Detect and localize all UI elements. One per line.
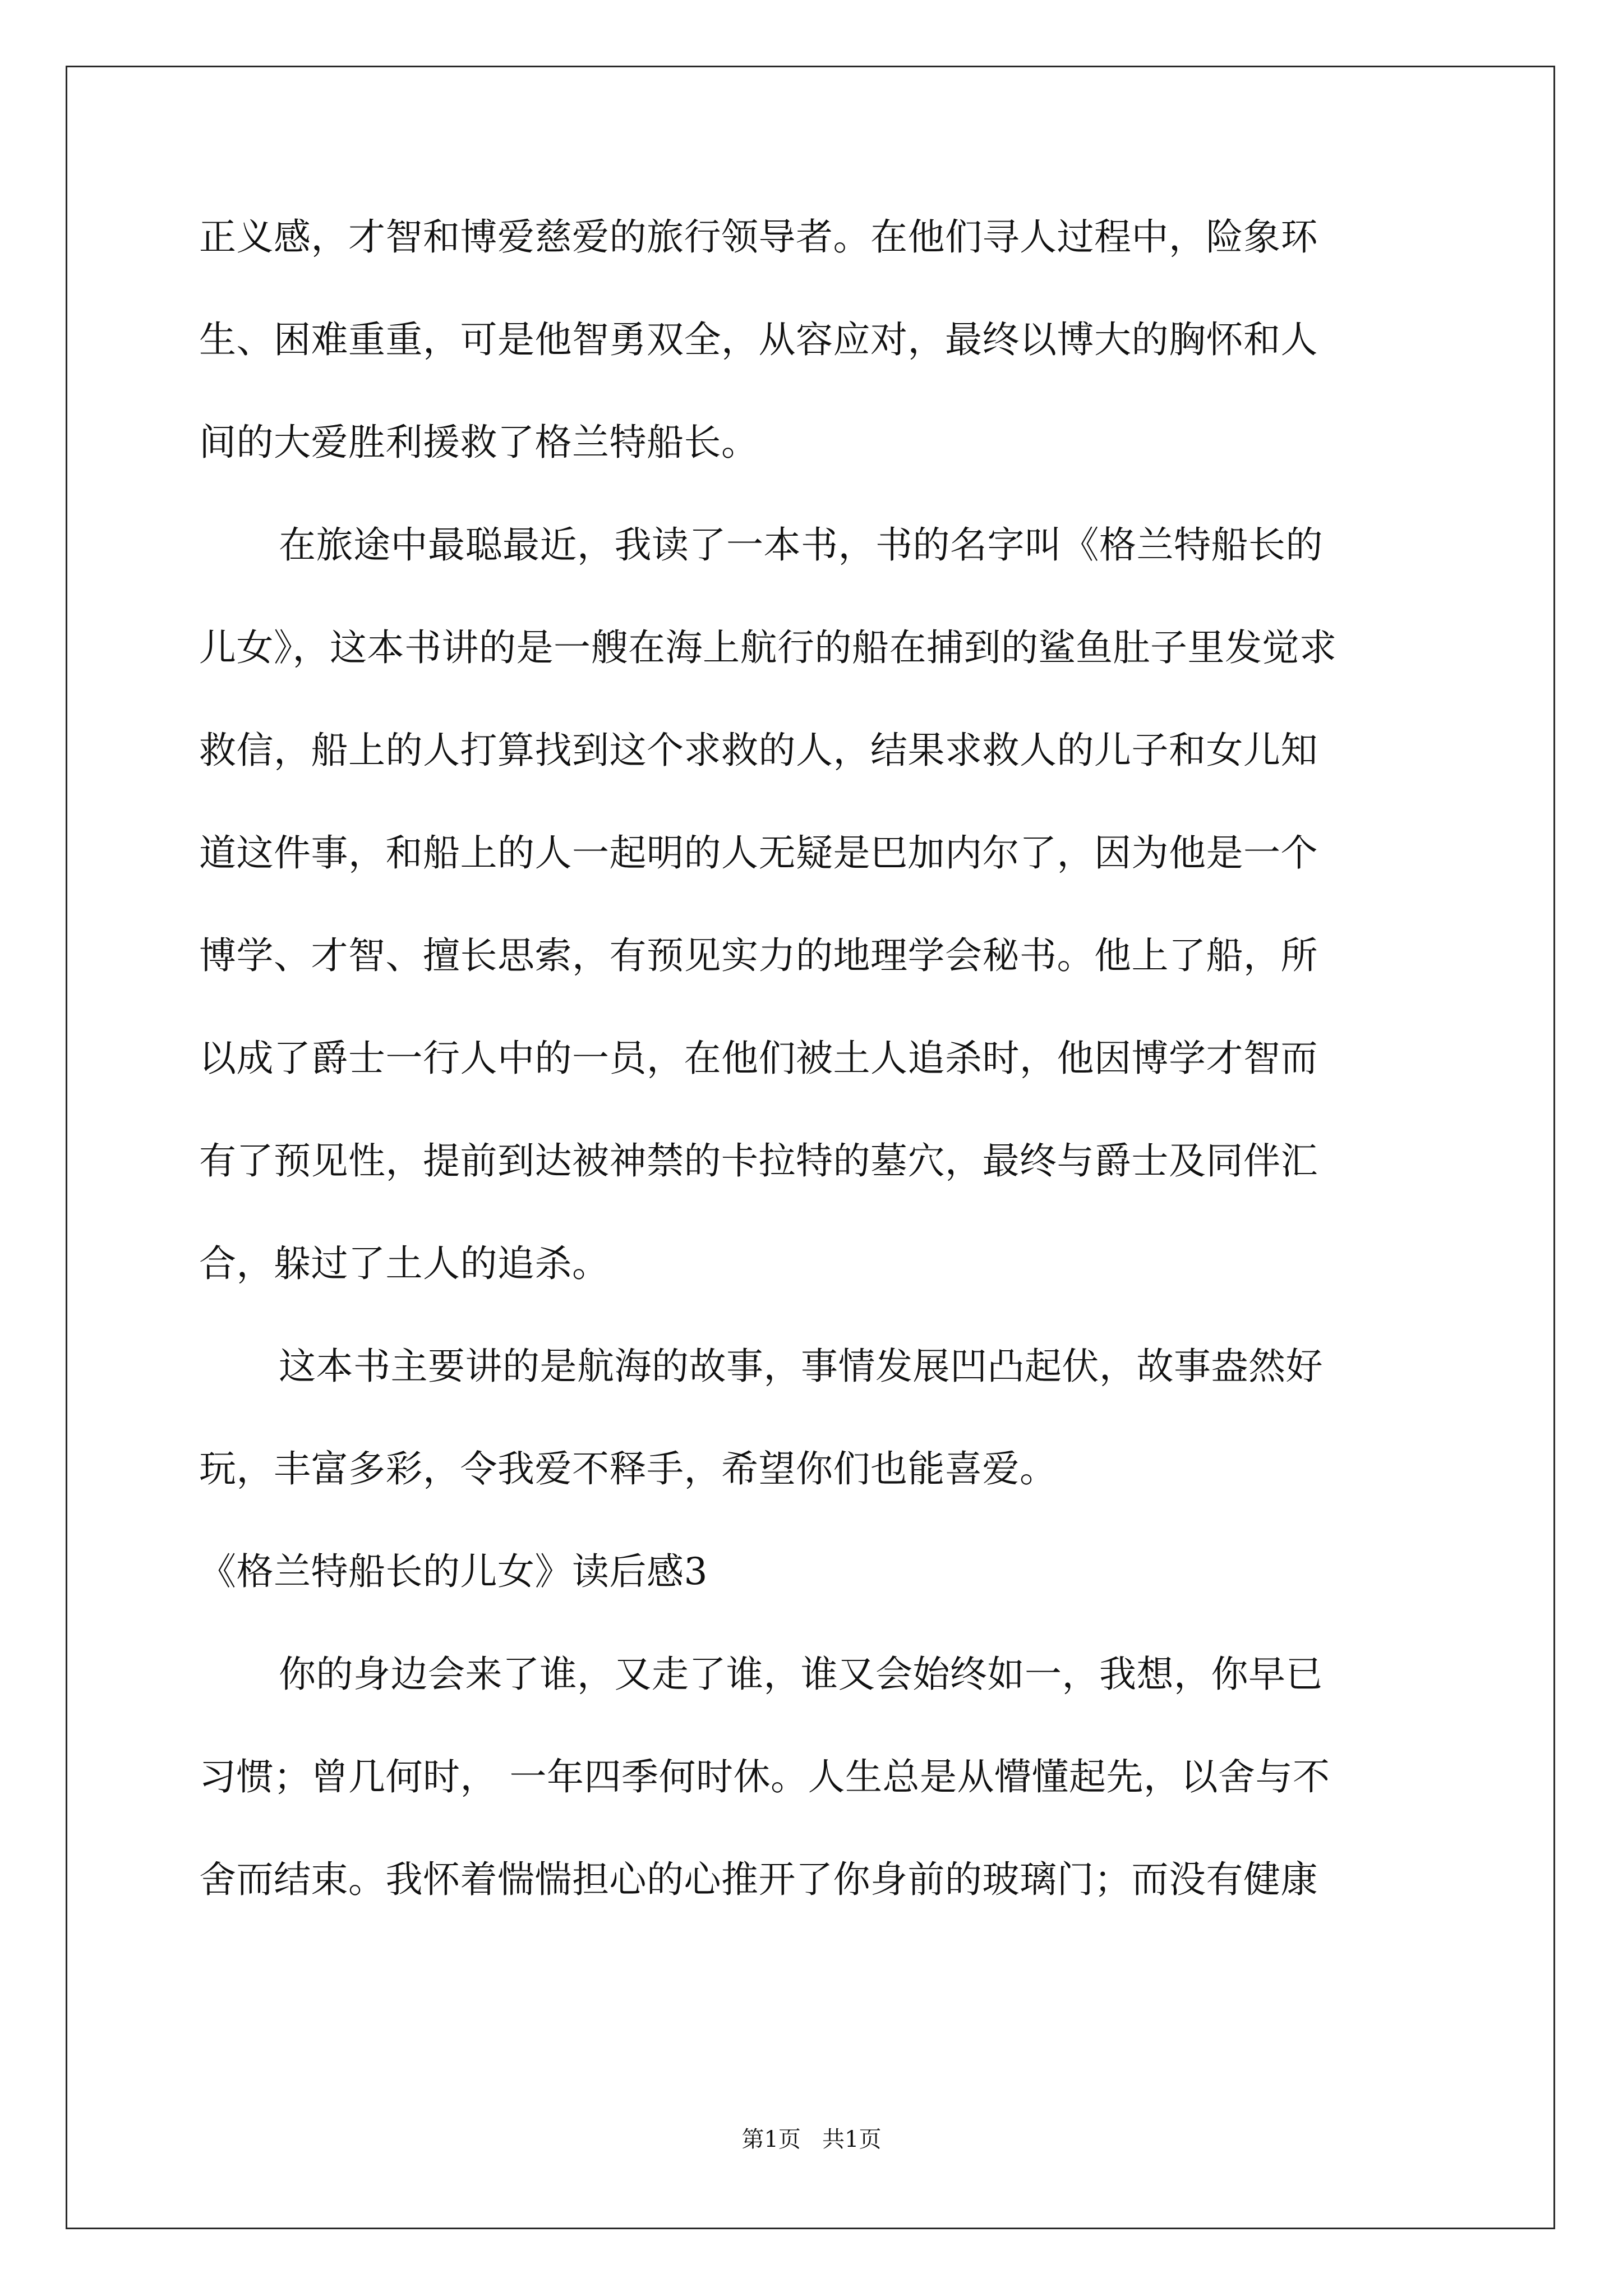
- body-line-9: 以成了爵士一行人中的一员，在他们被土人追杀时，他因博学才智而: [199, 1037, 1318, 1080]
- body-line-6: 救信，船上的人打算找到这个求救的人，结果求救人的儿子和女儿知: [199, 729, 1318, 772]
- section-heading: 《格兰特船长的儿女》读后感3: [199, 1550, 708, 1593]
- body-line-8: 博学、才智、擅长思索，有预见实力的地理学会秘书。他上了船，所: [199, 934, 1318, 977]
- body-line-15: 你的身边会来了谁，又走了谁，谁又会始终如一，我想，你早已: [279, 1653, 1323, 1696]
- body-line-11: 合，躲过了土人的追杀。: [199, 1242, 610, 1285]
- body-line-13: 玩，丰富多彩，令我爱不释手，希望你们也能喜爱。: [199, 1447, 1057, 1490]
- body-line-2: 生、困难重重，可是他智勇双全，从容应对，最终以博大的胸怀和人: [199, 318, 1318, 361]
- page-number-footer: 第1页 共1页: [741, 2127, 882, 2152]
- body-line-16: 习惯；曾几何时， 一年四季何时休。人生总是从懵懂起先，以舍与不: [199, 1755, 1330, 1798]
- document-body: [199, 215, 1427, 1964]
- body-line-3: 间的大爱胜利援救了格兰特船长。: [199, 421, 759, 464]
- body-line-17: 舍而结束。我怀着惴惴担心的心推开了你身前的玻璃门；而没有健康: [199, 1858, 1318, 1901]
- body-line-4: 在旅途中最聪最近，我读了一本书，书的名字叫《格兰特船长的: [279, 523, 1323, 567]
- body-line-7: 道这件事，和船上的人一起明的人无疑是巴加内尔了，因为他是一个: [199, 831, 1318, 875]
- body-line-5: 儿女》，这本书讲的是一艘在海上航行的船在捕到的鲨鱼肚子里发觉求: [199, 626, 1337, 669]
- body-line-12: 这本书主要讲的是航海的故事，事情发展凹凸起伏，故事盎然好: [279, 1345, 1323, 1388]
- body-line-10: 有了预见性，提前到达被神禁的卡拉特的墓穴，最终与爵士及同伴汇: [199, 1139, 1318, 1182]
- body-line-1: 正义感，才智和博爱慈爱的旅行领导者。在他们寻人过程中，险象环: [199, 215, 1318, 259]
